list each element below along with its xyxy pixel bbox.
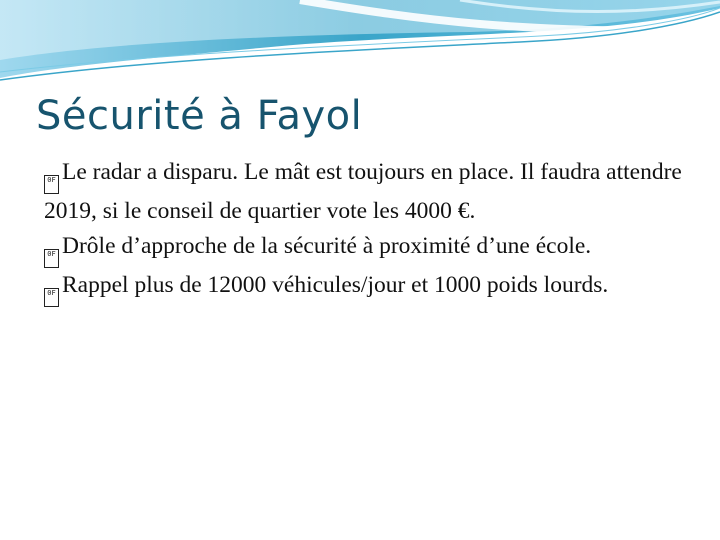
bullet-item bbox=[44, 155, 684, 229]
missing-glyph-icon: 0F bbox=[44, 249, 59, 268]
slide-title: Sécurité à Fayol bbox=[36, 93, 363, 139]
bullet-text: Rappel plus de 12000 véhicules/jour et 1000 poids lourds. bbox=[62, 272, 609, 298]
bullet-list bbox=[44, 155, 684, 307]
bullet-item bbox=[44, 268, 684, 307]
bullet-item bbox=[44, 229, 684, 268]
missing-glyph-icon: 0F bbox=[44, 175, 59, 194]
bullet-text: Le radar a disparu. Le mât est toujours en place. Il faudra attendre 2019, si le conseil de quartier vote les 4000 €. bbox=[44, 159, 682, 224]
bullet-text: Drôle d’approche de la sécurité à proximité d’une école. bbox=[62, 233, 592, 259]
header-wave-decoration bbox=[0, 0, 720, 90]
missing-glyph-icon: 0F bbox=[44, 288, 59, 307]
